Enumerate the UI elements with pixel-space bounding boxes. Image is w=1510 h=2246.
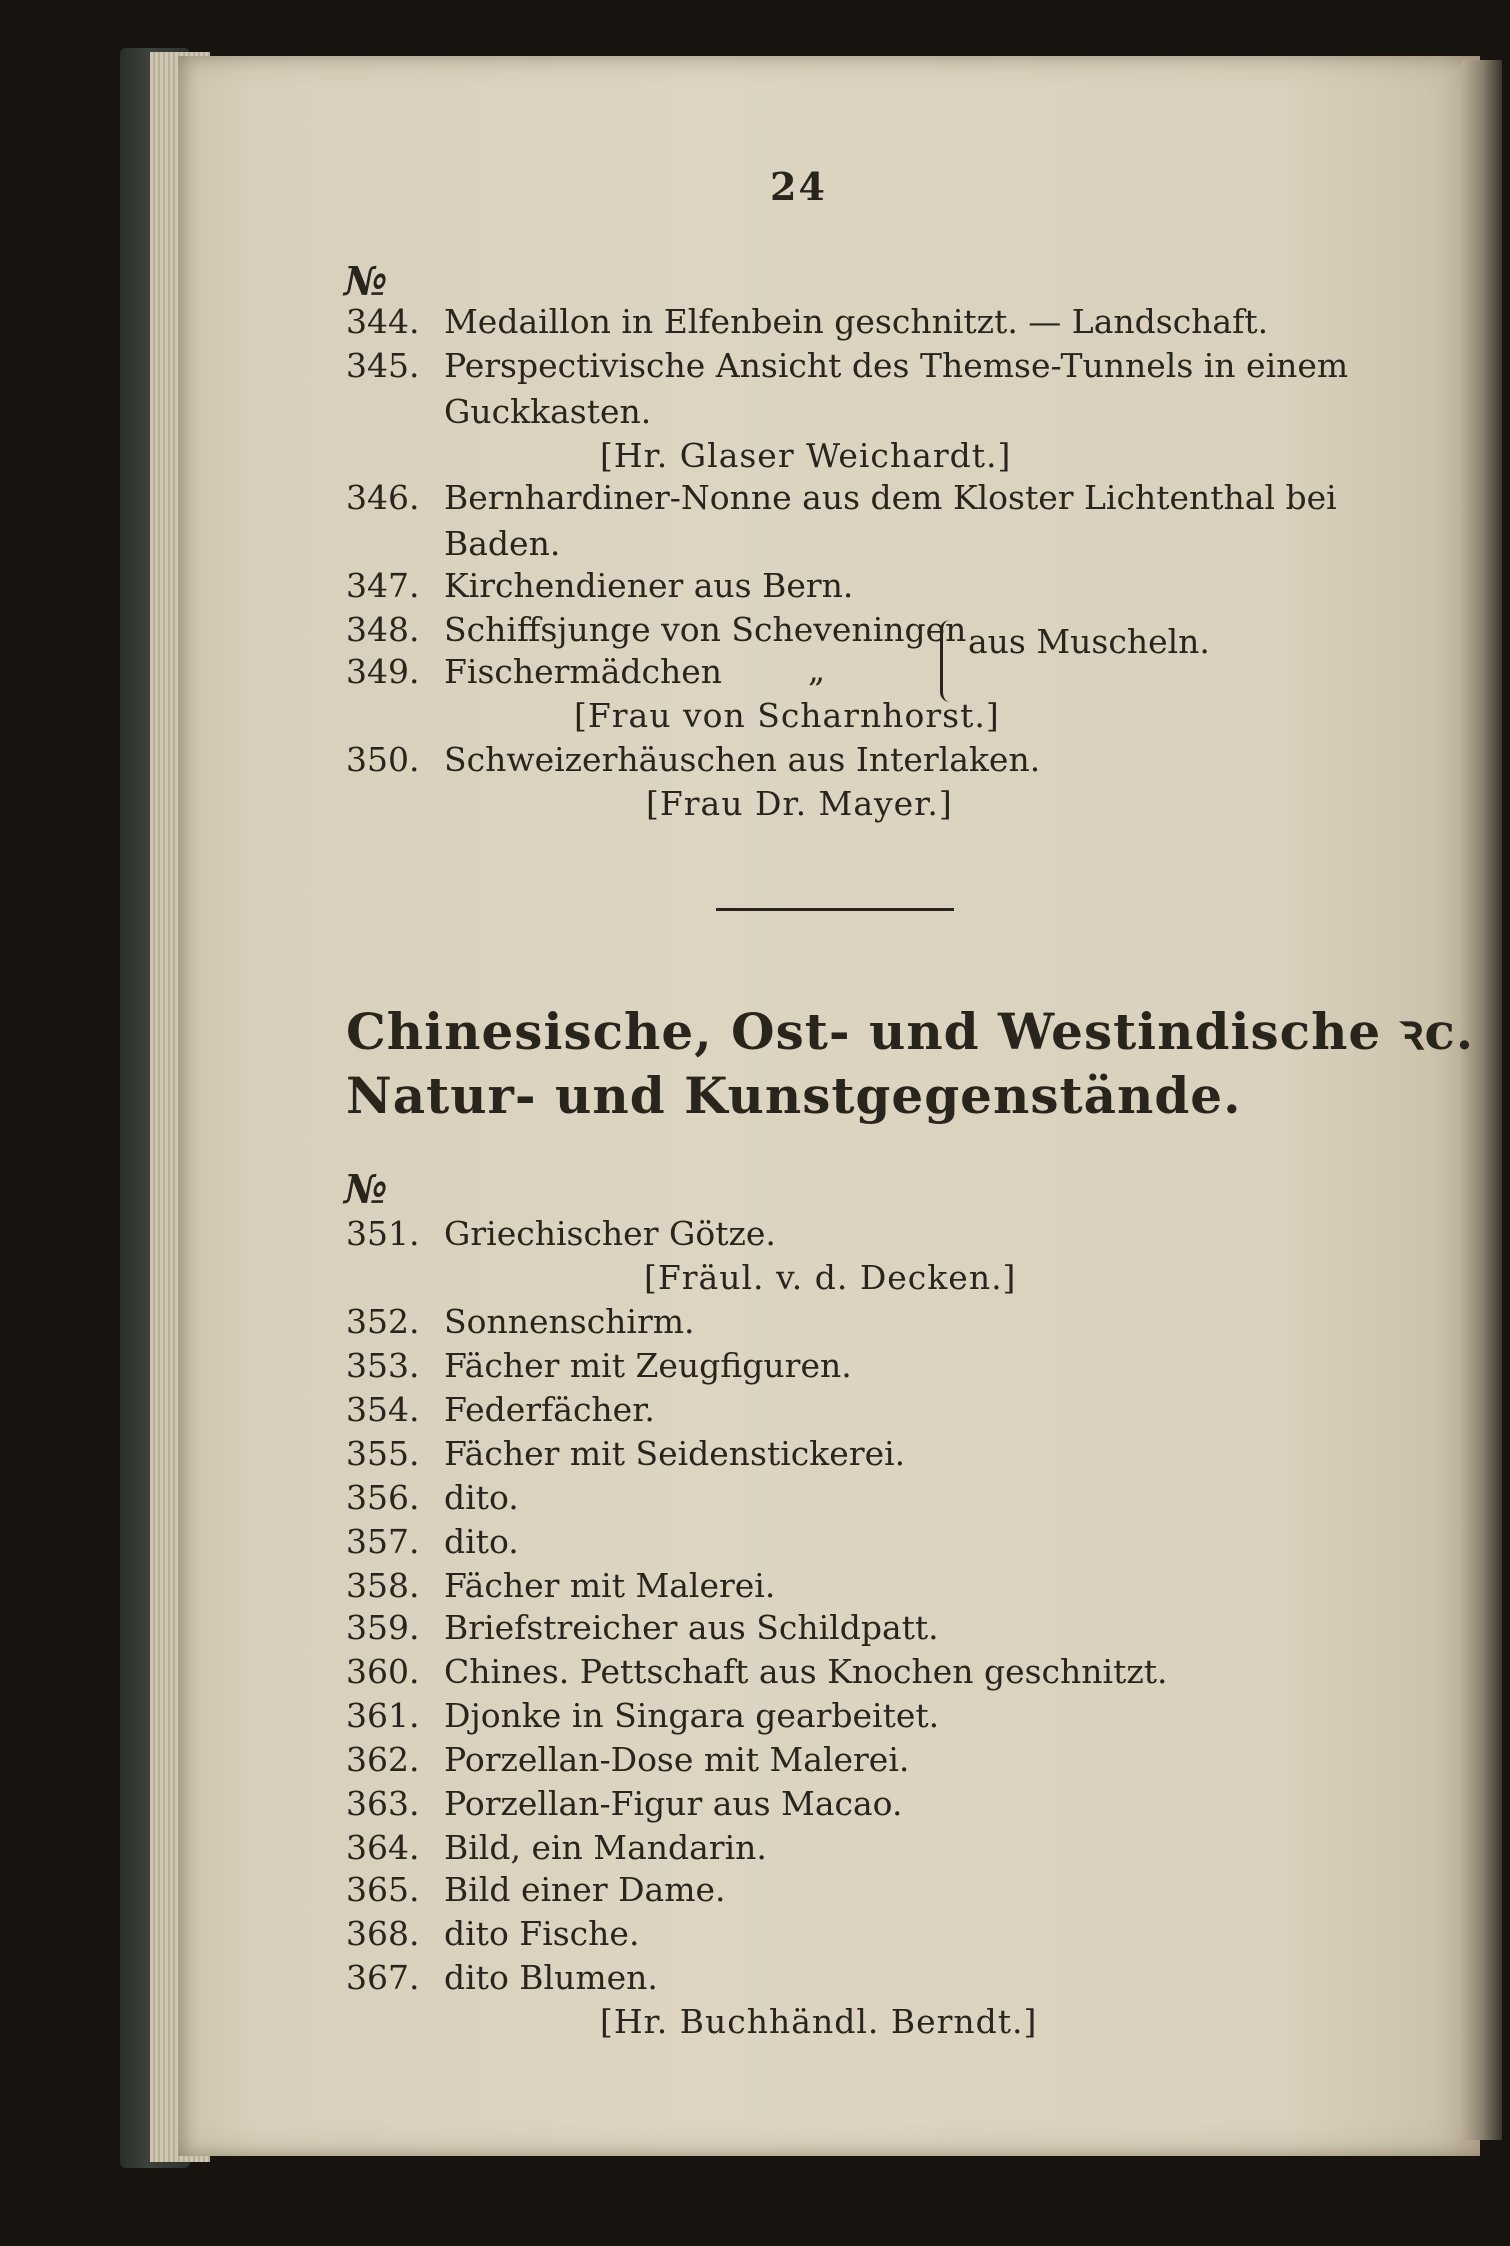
- list-item: [346, 1302, 695, 1342]
- item-number: 354.: [346, 1390, 420, 1429]
- item-number: 362.: [346, 1740, 420, 1779]
- ditto-mark: „: [808, 650, 826, 689]
- list-item: [346, 1214, 776, 1254]
- item-number: 347.: [346, 566, 420, 605]
- item-text: Porzellan-Dose mit Malerei.: [444, 1740, 910, 1779]
- item-text: Schweizerhäuschen aus Interlaken.: [444, 740, 1041, 779]
- item-number: 363.: [346, 1784, 420, 1823]
- list-item: [346, 1958, 658, 1998]
- item-continuation: Guckkasten.: [444, 392, 652, 431]
- item-text: Bild einer Dame.: [444, 1870, 726, 1909]
- number-sign-icon: №: [344, 258, 388, 305]
- item-number: 357.: [346, 1522, 420, 1561]
- item-text: Porzellan-Figur aus Macao.: [444, 1784, 903, 1823]
- item-number: 349.: [346, 652, 420, 691]
- item-number: 365.: [346, 1870, 420, 1909]
- list-item: [346, 740, 1040, 780]
- item-number: 364.: [346, 1828, 420, 1867]
- item-text: Sonnenschirm.: [444, 1302, 695, 1341]
- item-text: Chines. Pettschaft aus Knochen geschnitzt.: [444, 1652, 1168, 1691]
- list-item: [346, 1828, 767, 1868]
- section-heading-line-2: Natur- und Kunstgegenstände.: [346, 1066, 1242, 1125]
- list-item: [346, 302, 1268, 342]
- item-number: 361.: [346, 1696, 420, 1735]
- item-text: Fächer mit Zeugfiguren.: [444, 1346, 852, 1385]
- book-gutter: [1462, 60, 1502, 2140]
- item-text: Bernhardiner-Nonne aus dem Kloster Lichtenthal bei: [444, 478, 1337, 517]
- list-item: [346, 1652, 1168, 1692]
- brace-icon: [940, 620, 963, 702]
- item-number: 355.: [346, 1434, 420, 1473]
- list-item: [346, 1522, 519, 1562]
- item-text: Djonke in Singara gearbeitet.: [444, 1696, 940, 1735]
- section-heading-line-1: Chinesische, Ost- und Westindische ꝛc.: [346, 1002, 1475, 1061]
- item-text: Fischermädchen: [444, 652, 723, 691]
- item-text: Medaillon in Elfenbein geschnitzt. — Landschaft.: [444, 302, 1269, 341]
- item-number: 346.: [346, 478, 420, 517]
- item-continuation: Baden.: [444, 524, 561, 563]
- item-number: 356.: [346, 1478, 420, 1517]
- list-item: [346, 1390, 655, 1430]
- item-number: 368.: [346, 1914, 420, 1953]
- item-text: Kirchendiener aus Bern.: [444, 566, 854, 605]
- donor-credit: [Frau Dr. Mayer.]: [646, 784, 953, 823]
- item-text: Perspectivische Ansicht des Themse-Tunnels in einem: [444, 346, 1349, 385]
- item-text: Bild, ein Mandarin.: [444, 1828, 767, 1867]
- list-item: [346, 1696, 939, 1736]
- donor-credit: [Hr. Glaser Weichardt.]: [600, 436, 1012, 475]
- item-text: Briefstreicher aus Schildpatt.: [444, 1608, 939, 1647]
- donor-credit: [Frau von Scharnhorst.]: [574, 696, 1000, 735]
- item-text: dito.: [444, 1478, 519, 1517]
- item-text: Schiffsjunge von Scheveningen: [444, 610, 967, 649]
- item-number: 344.: [346, 302, 420, 341]
- list-item: [346, 1434, 905, 1474]
- item-number: 358.: [346, 1566, 420, 1605]
- brace-label: aus Muscheln.: [968, 622, 1210, 661]
- list-item: [346, 1566, 775, 1606]
- item-text: Fächer mit Seidenstickerei.: [444, 1434, 906, 1473]
- list-item: [346, 652, 722, 692]
- item-number: 353.: [346, 1346, 420, 1385]
- list-item: [346, 1740, 909, 1780]
- list-item: [346, 1478, 519, 1518]
- list-item: [346, 610, 966, 650]
- list-item: [346, 1346, 852, 1386]
- list-item: [346, 1870, 726, 1910]
- donor-credit: [Fräul. v. d. Decken.]: [644, 1258, 1017, 1297]
- item-number: 348.: [346, 610, 420, 649]
- item-text: Griechischer Götze.: [444, 1214, 776, 1253]
- list-item: [346, 1784, 902, 1824]
- list-item: [346, 566, 853, 606]
- item-text: dito Fische.: [444, 1914, 640, 1953]
- item-number: 360.: [346, 1652, 420, 1691]
- divider: [716, 908, 954, 911]
- item-text: dito Blumen.: [444, 1958, 658, 1997]
- list-item: [346, 1914, 639, 1954]
- donor-credit: [Hr. Buchhändl. Berndt.]: [600, 2002, 1038, 2041]
- list-item: [346, 346, 1348, 386]
- item-number: 359.: [346, 1608, 420, 1647]
- number-sign-icon: №: [344, 1166, 388, 1213]
- list-item: [346, 478, 1337, 518]
- list-item: [346, 1608, 939, 1648]
- item-number: 345.: [346, 346, 420, 385]
- item-number: 352.: [346, 1302, 420, 1341]
- item-text: Federfächer.: [444, 1390, 655, 1429]
- item-number: 351.: [346, 1214, 420, 1253]
- item-number: 350.: [346, 740, 420, 779]
- item-text: Fächer mit Malerei.: [444, 1566, 776, 1605]
- item-number: 367.: [346, 1958, 420, 1997]
- page-number: 24: [770, 164, 827, 209]
- item-text: dito.: [444, 1522, 519, 1561]
